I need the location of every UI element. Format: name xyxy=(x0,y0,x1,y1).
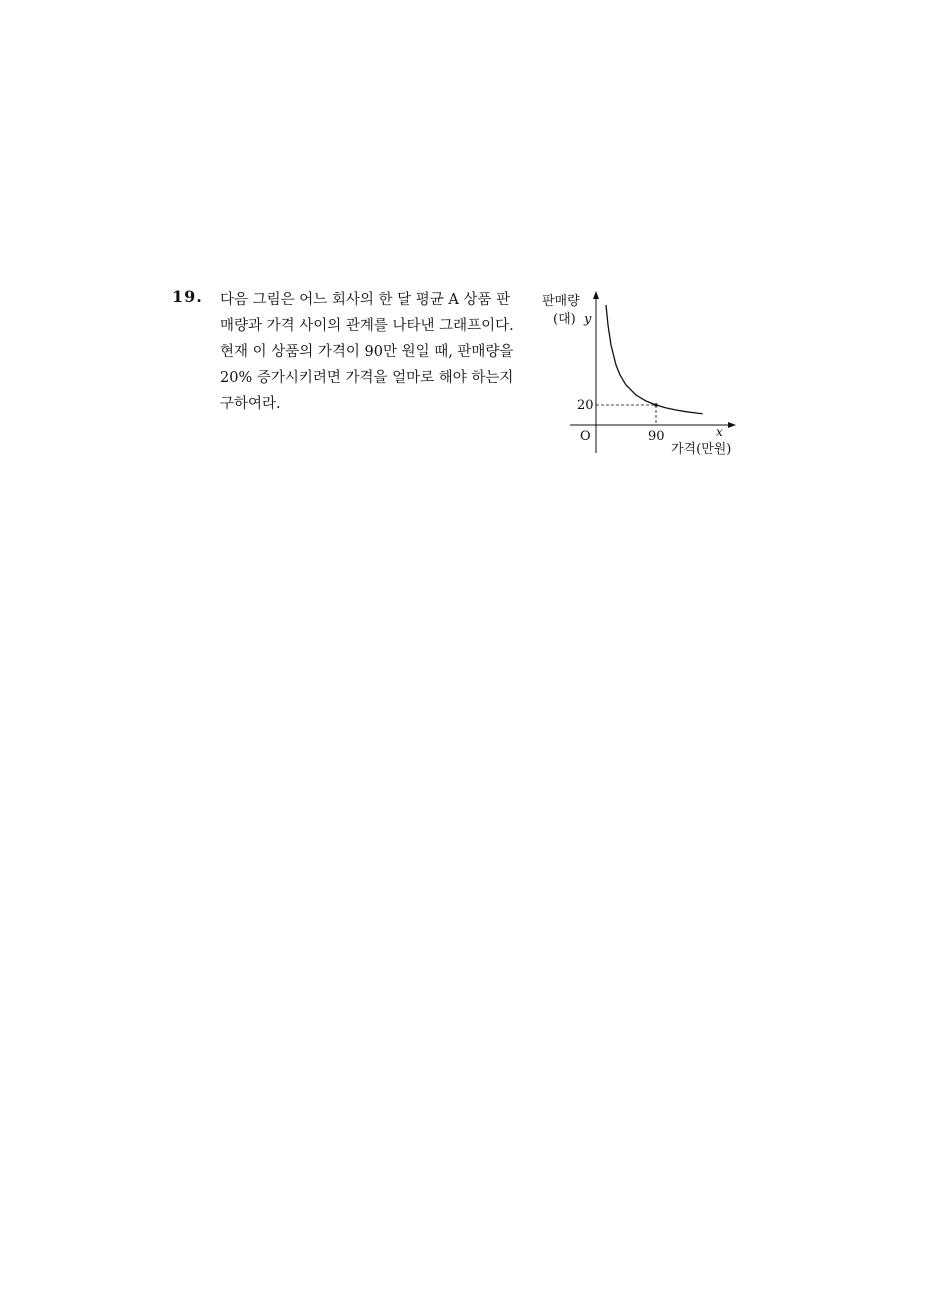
y-axis-arrow xyxy=(593,291,599,299)
graph-figure xyxy=(540,285,750,465)
y-label-top: 판매량 xyxy=(542,294,580,309)
x-var-label: x xyxy=(716,425,723,439)
x-axis-arrow xyxy=(728,422,736,428)
problem-line: 매량과 가격 사이의 관계를 나타낸 그래프이다. xyxy=(220,318,514,334)
problem-line: 다음 그림은 어느 회사의 한 달 평균 A 상품 판 xyxy=(220,292,511,308)
marked-point xyxy=(654,403,658,407)
origin-label: O xyxy=(580,429,591,444)
x-axis-label: 가격(만원) xyxy=(671,442,732,457)
x-tick-label: 90 xyxy=(648,429,665,444)
problem-line: 구하여라. xyxy=(220,396,281,412)
problem-statement xyxy=(220,287,530,417)
problem-number: 19. xyxy=(172,287,203,306)
problem-line: 20% 증가시키려면 가격을 얼마로 해야 하는지 xyxy=(220,370,514,386)
y-label-unit: (대) xyxy=(553,312,576,327)
graph-svg xyxy=(540,285,750,465)
y-tick-label: 20 xyxy=(577,398,594,413)
y-var-label: y xyxy=(584,312,592,327)
problem-line: 현재 이 상품의 가격이 90만 원일 때, 판매량을 xyxy=(220,344,514,360)
series-curve xyxy=(606,305,703,414)
